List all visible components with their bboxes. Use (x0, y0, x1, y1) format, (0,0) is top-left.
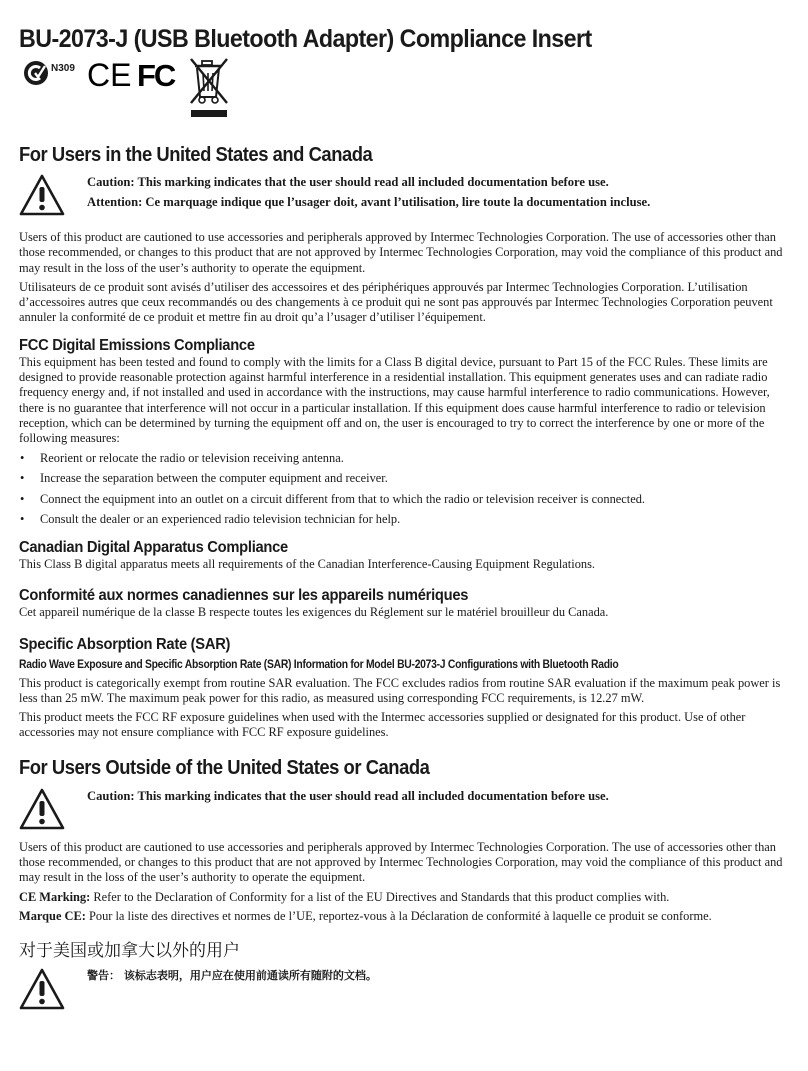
ce-mark-text: CE (87, 57, 131, 91)
caution-text-en: Caution: This marking indicates that the user should read all included documentation before use. (87, 788, 609, 803)
list-item: • Connect the equipment into an outlet on a circuit different from that to which the radio or television receiver is connected. (20, 491, 645, 506)
paragraph-accessories-en: Users of this product are cautioned to use accessories and peripherals approved by Intermec Technologies Corporation. The use of accessories other than those recommended, or changes to this product that are not approved by Intermec Technologies Corporation, may void the compliance of this product and may result in the loss of the user’s authority to operate the equipment. (19, 230, 783, 275)
fcc-measures-list (19, 451, 789, 527)
section-fcc (19, 336, 789, 527)
ce-marking-label: CE Marking: (19, 889, 91, 904)
warning-triangle-icon (19, 174, 65, 216)
compliance-insert-page (19, 24, 789, 1012)
section-canadian (19, 538, 789, 572)
caution-text-en: Caution: This marking indicates that the user should read all included documentation before use. (87, 175, 609, 189)
list-item: • Increase the separation between the computer equipment and receiver. (20, 471, 388, 486)
ce-mark-icon (87, 57, 131, 91)
section-outside (19, 756, 789, 924)
heading-canadian-fr: Conformité aux normes canadiennes sur les appareils numériques (19, 587, 469, 605)
heading-fcc: FCC Digital Emissions Compliance (19, 336, 255, 354)
section-chinese (19, 939, 789, 1012)
paragraph-accessories-outside: Users of this product are cautioned to use accessories and peripherals approved by Intermec Technologies Corporation. The use of accessories other than those recommended, or changes to this product that are not approved by Intermec Technologies Corporation, may void the compliance of this product and may result in the loss of the user’s authority to operate the equipment. (19, 839, 783, 885)
paragraph-sar-2: This product meets the FCC RF exposure guidelines when used with the Intermec accessories supplied or designated for this product. Use of other accessories may not ensure compliance with FCC RF exposure guidelines. (19, 710, 746, 740)
subheading-sar: Radio Wave Exposure and Specific Absorption Rate (SAR) Information for Model BU-2073-J Configurations with Bluetooth Radio (19, 658, 619, 671)
section-canadian-fr (19, 586, 789, 620)
fcc-logo-icon (137, 57, 181, 91)
section-sar (19, 635, 789, 741)
caution-text-fr: Attention: Ce marquage indique que l’usager doit, avant l’utilisation, lire toute la documentation incluse. (87, 195, 651, 209)
section-us-canada (19, 143, 789, 326)
paragraph-canadian-fr: Cet appareil numérique de la classe B respecte toutes les exigences du Réglement sur le matériel brouilleur du Canada. (19, 605, 609, 620)
caution-block-outside (19, 788, 789, 832)
c-tick-code: N309 (51, 63, 75, 74)
marque-ce-label: Marque CE: (19, 908, 86, 923)
heading-chinese: 对于美国或加拿大以外的用户 (19, 941, 240, 962)
fcc-logo-text: FC (137, 58, 175, 91)
caution-text-zh: 警告： 该标志表明，用户应在使用前通读所有随附的文档。 (87, 969, 377, 983)
paragraph-fcc: This equipment has been tested and found to comply with the limits for a Class B digital device, pursuant to Part 15 of the FCC Rules. These limits are designed to provide reasonable protection against harmful interference in a residential installation. This equipment generates uses and can radiate radio frequency energy and, if not installed and used in accordance with the instructions, may cause harmful interference to radio communications. However, there is no guarantee that interference will not occur in a particular installation. If this equipment does cause harmful interference to radio or television reception, which can be determined by turning the equipment off and on, the user is encouraged to try to correct the interference by one or more of the following measures: (19, 354, 770, 446)
paragraph-accessories-fr: Utilisateurs de ce produit sont avisés d’utiliser des accessoires et des périphériques approuvés par Intermec Technologies Corporation. L’utilisation d’accessoires autres que ceux recommandés ou des changements à ce produit qui ne sont pas approuvés par Intermec Technologies Corporation peuvent annuler la conformité de ce produit et mettre fin au droit qu’a l’usager d’utiliser l’équipement. (19, 279, 773, 325)
heading-sar: Specific Absorption Rate (SAR) (19, 635, 231, 653)
caution-block-us-canada (19, 174, 789, 218)
paragraph-marque-ce: Marque CE: Pour la liste des directives et normes de l’UE, reportez-vous à la Déclaration de conformité à laquelle ce produit se conforme. (19, 908, 712, 923)
certification-logos (19, 57, 789, 122)
paragraph-ce-marking: CE Marking: Refer to the Declaration of Conformity for a list of the EU Directives and Standards that this product complies with. (19, 889, 670, 904)
heading-canadian: Canadian Digital Apparatus Compliance (19, 538, 288, 556)
caution-block-chinese (19, 968, 789, 1012)
heading-outside: For Users Outside of the United States or Canada (19, 756, 430, 779)
paragraph-sar-1: This product is categorically exempt from routine SAR evaluation. The FCC excludes radios from routine SAR evaluation if the maximum peak power is less than 25 mW. The maximum peak power for this radio, as measured using corresponding FCC requirements, is 12.27 mW. (19, 675, 781, 705)
heading-us-canada: For Users in the United States and Canada (19, 144, 373, 166)
document-title: BU-2073-J (USB Bluetooth Adapter) Compliance Insert (19, 25, 592, 53)
weee-bin-icon (189, 57, 231, 121)
paragraph-canadian: This Class B digital apparatus meets all requirements of the Canadian Interference-Causing Equipment Regulations. (19, 556, 596, 571)
list-item: • Consult the dealer or an experienced radio television technician for help. (20, 511, 401, 526)
list-item: • Reorient or relocate the radio or television receiving antenna. (20, 451, 344, 466)
warning-triangle-icon (19, 968, 65, 1010)
warning-triangle-icon (19, 788, 65, 830)
c-tick-icon (23, 60, 49, 86)
